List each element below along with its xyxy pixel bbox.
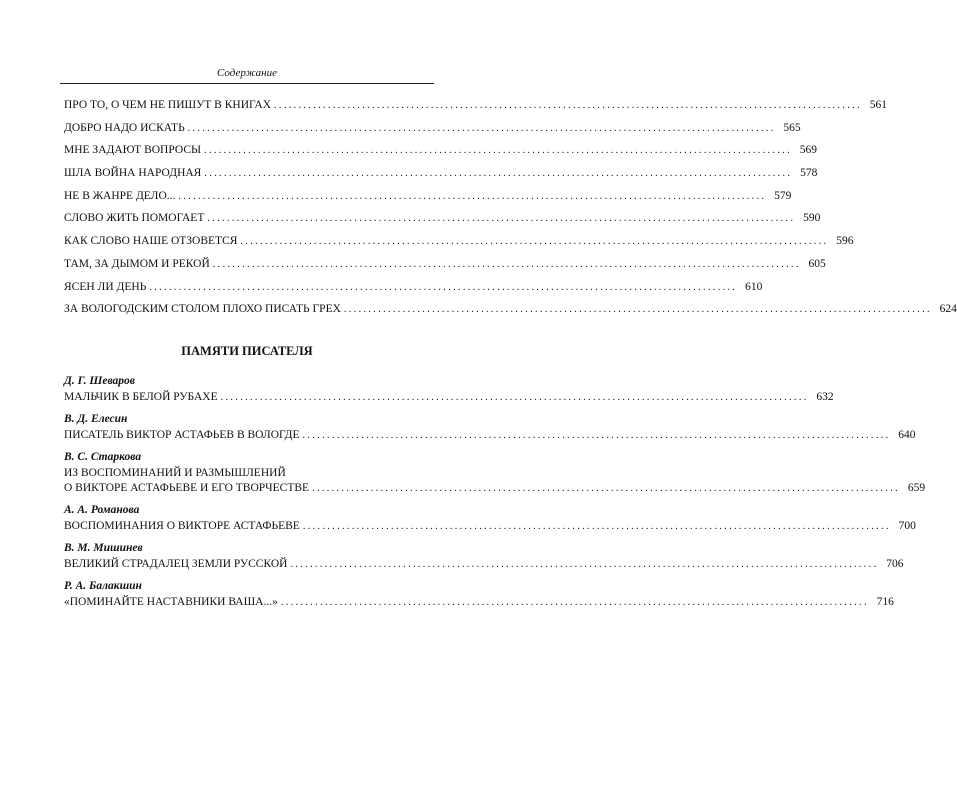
leader-dots: ........................................................................................................................ — [220, 392, 809, 403]
toc-entry — [64, 481, 926, 499]
memorial-entry — [64, 412, 916, 446]
toc-entry-page: 632 — [816, 391, 834, 403]
toc-entry — [64, 166, 818, 189]
leader-dots: ........................................................................................................................ — [149, 281, 738, 293]
toc-entry-title: ВОСПОМИНАНИЯ О ВИКТОРЕ АСТАФЬЕВЕ — [64, 520, 300, 532]
author-name: В. Д. Елесин — [64, 413, 128, 425]
toc-entry-title: «ПОМИНАЙТЕ НАСТАВНИКИ ВАША...» — [64, 596, 278, 608]
toc-entry-page: 605 — [808, 257, 826, 270]
leader-dots: ........................................................................................................................ — [187, 122, 776, 134]
section-title: ПАМЯТИ ПИСАТЕЛЯ — [181, 344, 313, 358]
leader-dots: ........................................................................................................................ — [240, 236, 829, 248]
leader-dots: ........................................................................................................................ — [302, 430, 891, 441]
leader-dots: ........................................................................................................................ — [204, 145, 793, 157]
toc-entry — [64, 519, 916, 537]
author-name: Р. А. Балакшин — [64, 580, 142, 592]
toc-entry-title: КАК СЛОВО НАШЕ ОТЗОВЕТСЯ — [64, 235, 238, 248]
toc-entry — [64, 98, 888, 121]
toc-entry-title-line: ИЗ ВОСПОМИНАНИЙ И РАЗМЫШЛЕНИЙ — [64, 467, 286, 479]
author-name: В. М. Мишинев — [64, 542, 143, 554]
toc-entry-page: 565 — [783, 121, 801, 134]
toc-entry — [64, 143, 818, 166]
toc-entry-page: 706 — [886, 558, 904, 570]
toc-entry — [64, 189, 792, 212]
memorial-entry — [64, 503, 916, 537]
memorial-entry — [64, 374, 834, 408]
leader-dots: ........................................................................................................................ — [212, 258, 801, 270]
leader-dots: ........................................................................................................................ — [302, 521, 891, 532]
leader-dots: ........................................................................................................................ — [280, 597, 869, 608]
toc-entry-page: 624 — [939, 303, 957, 316]
leader-dots: ........................................................................................................................ — [178, 190, 767, 202]
toc-entry-page: 561 — [869, 99, 888, 111]
toc-entry-title: ПРО ТО, О ЧЕМ НЕ ПИШУТ В КНИГАХ — [64, 99, 272, 111]
memorial-entry — [64, 450, 926, 499]
toc-entry-page: 640 — [898, 429, 916, 441]
toc-entry-title: ТАМ, ЗА ДЫМОМ И РЕКОЙ — [64, 257, 210, 270]
toc-entry-title: О ВИКТОРЕ АСТАФЬЕВЕ И ЕГО ТВОРЧЕСТВЕ — [64, 482, 310, 494]
toc-entry-title: МАЛЬЧИК В БЕЛОЙ РУБАХЕ — [64, 391, 218, 403]
toc-entry-page: 700 — [898, 520, 916, 532]
author-name: Д. Г. Шеваров — [64, 375, 135, 387]
toc-entry-page: 579 — [774, 189, 792, 202]
author-name: А. А. Романова — [64, 504, 140, 516]
toc-entry — [64, 257, 826, 280]
toc-entry-page: 596 — [836, 235, 854, 248]
toc-entry-title: НЕ В ЖАНРЕ ДЕЛО... — [64, 189, 176, 202]
author-name: В. С. Старкова — [64, 451, 142, 463]
toc-entry-title: ПИСАТЕЛЬ ВИКТОР АСТАФЬЕВ В ВОЛОГДЕ — [64, 429, 300, 441]
toc-entry — [64, 302, 957, 325]
toc-entry — [64, 557, 904, 575]
toc-entry — [64, 595, 894, 613]
toc-list — [64, 98, 957, 325]
leader-dots: ........................................................................................................................ — [274, 100, 863, 111]
toc-entry-title: МНЕ ЗАДАЮТ ВОПРОСЫ — [64, 144, 202, 157]
toc-entry — [64, 280, 763, 303]
leader-dots: ........................................................................................................................ — [290, 559, 879, 570]
toc-entry — [64, 211, 821, 234]
toc-entry-page: 578 — [800, 167, 818, 180]
toc-entry-title: ЗА ВОЛОГОДСКИМ СТОЛОМ ПЛОХО ПИСАТЬ ГРЕХ — [64, 303, 341, 316]
toc-entry — [64, 234, 854, 257]
memorial-entry — [64, 579, 894, 613]
toc-entry-page: 659 — [907, 482, 926, 494]
toc-entry-title: ЯСЕН ЛИ ДЕНЬ — [64, 280, 147, 293]
toc-entry-page: 590 — [803, 212, 821, 225]
running-head: Содержание — [216, 67, 277, 79]
leader-dots: ........................................................................................................................ — [204, 168, 793, 180]
toc-entry-page: 569 — [799, 144, 818, 157]
leader-dots: ........................................................................................................................ — [343, 304, 932, 316]
toc-entry-title: ВЕЛИКИЙ СТРАДАЛЕЦ ЗЕМЛИ РУССКОЙ — [64, 558, 288, 570]
toc-entry — [64, 390, 834, 408]
toc-entry-page: 716 — [876, 596, 894, 608]
memorial-list — [64, 374, 926, 617]
leader-dots: ........................................................................................................................ — [312, 483, 901, 494]
toc-entry-title: СЛОВО ЖИТЬ ПОМОГАЕТ — [64, 212, 205, 225]
toc-entry — [64, 121, 801, 144]
toc-entry-title: ШЛА ВОЙНА НАРОДНАЯ — [64, 167, 202, 180]
toc-entry — [64, 428, 916, 446]
toc-entry-title: ДОБРО НАДО ИСКАТЬ — [64, 121, 185, 134]
toc-entry-page: 610 — [745, 280, 763, 293]
leader-dots: ........................................................................................................................ — [207, 213, 796, 225]
header-rule — [60, 83, 434, 84]
memorial-entry — [64, 541, 904, 575]
